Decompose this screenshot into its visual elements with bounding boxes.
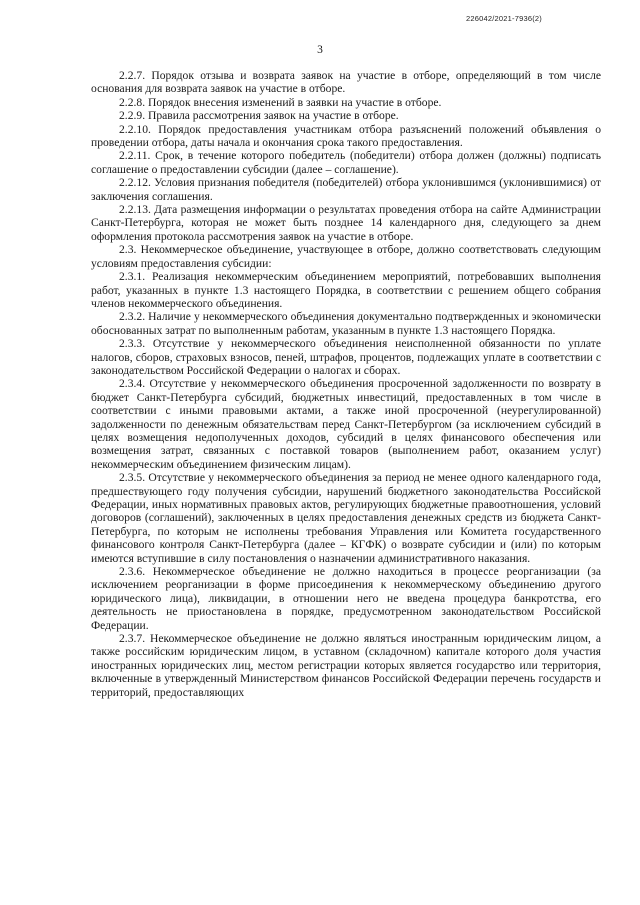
paragraph-2-2-7: 2.2.7. Порядок отзыва и возврата заявок на участие в отборе, определяющий в том числе основания для возврата заявок на участие в отборе.	[91, 69, 601, 96]
document-body	[91, 69, 601, 699]
paragraph-2-3-3: 2.3.3. Отсутствие у некоммерческого объединения неисполненной обязанности по уплате налогов, сборов, страховых взносов, пеней, штрафов, процентов, подлежащих уплате в соответствии с законодательством Российской Федерации о налогах и сборах.	[91, 337, 601, 377]
paragraph-2-3-1: 2.3.1. Реализация некоммерческим объединением мероприятий, потребовавших выполнения работ, указанных в пункте 1.3 настоящего Порядка, в соответствии с решением общего собрания членов некоммерческого объединения.	[91, 270, 601, 310]
paragraph-2-3-2: 2.3.2. Наличие у некоммерческого объединения документально подтвержденных и экономически обоснованных затрат по выполненным работам, указанным в пункте 1.3 настоящего Порядка.	[91, 310, 601, 337]
paragraph-2-2-12: 2.2.12. Условия признания победителя (победителей) отбора уклонившимся (уклонившимися) от заключения соглашения.	[91, 176, 601, 203]
paragraph-2-3-4: 2.3.4. Отсутствие у некоммерческого объединения просроченной задолженности по возврату в бюджет Санкт-Петербурга субсидий, бюджетных инвестиций, предоставленных в том числе в соответствии с иными правовыми актами, а также иной просроченной (неурегулированной) задолженности по денежным обязательствам перед Санкт-Петербургом (за исключением субсидий в целях возмещения недополученных доходов, субсидий в целях финансового обеспечения или возмещения затрат, связанных с поставкой товаров (выполнением работ, оказанием услуг) некоммерческим объединением физическим лицам).	[91, 377, 601, 471]
paragraph-2-3-7: 2.3.7. Некоммерческое объединение не должно являться иностранным юридическим лицом, а также российским юридическим лицом, в уставном (складочном) капитале которого доля участия иностранных юридических лиц, местом регистрации которых является государство или территория, включенные в утвержденный Министерством финансов Российской Федерации перечень государств и территорий, предоставляющих	[91, 632, 601, 699]
paragraph-2-2-11: 2.2.11. Срок, в течение которого победитель (победители) отбора должен (должны) подписать соглашение о предоставлении субсидии (далее – соглашение).	[91, 149, 601, 176]
paragraph-2-2-10: 2.2.10. Порядок предоставления участникам отбора разъяснений положений объявления о проведении отбора, даты начала и окончания срока такого предоставления.	[91, 122, 601, 150]
page-number: 3	[317, 44, 323, 56]
paragraph-2-3-6: 2.3.6. Некоммерческое объединение не должно находиться в процессе реорганизации (за исключением реорганизации в форме присоединения к некоммерческому объединению другого юридического лица), ликвидации, в отношении него не введена процедура банкротства, его деятельность не приостановлена в порядке, предусмотренном законодательством Российской Федерации.	[91, 565, 601, 632]
paragraph-2-2-13: 2.2.13. Дата размещения информации о результатах проведения отбора на сайте Администрации Санкт-Петербурга, которая не может быть позднее 14 календарного дня, следующего за днем оформления протокола рассмотрения заявок на участие в отборе.	[91, 203, 601, 243]
document-registration-number: 226042/2021-7936(2)	[466, 14, 542, 23]
paragraph-2-3: 2.3. Некоммерческое объединение, участвующее в отборе, должно соответствовать следующим условиям предоставления субсидии:	[91, 243, 601, 270]
paragraph-2-2-9: 2.2.9. Правила рассмотрения заявок на участие в отборе.	[119, 109, 399, 123]
paragraph-2-2-8: 2.2.8. Порядок внесения изменений в заявки на участие в отборе.	[119, 95, 442, 109]
paragraph-2-3-5: 2.3.5. Отсутствие у некоммерческого объединения за период не менее одного календарного года, предшествующего году получения субсидии, нарушений бюджетного законодательства Российской Федерации, иных нормативных правовых актов, регулирующих бюджетные правоотношения, условий договоров (соглашений), заключенных в целях предоставления денежных средств из бюджета Санкт-Петербурга, по которым не исполнены требования Управления или Комитета государственного финансового контроля Санкт-Петербурга (далее – КГФК) о возврате субсидии и (или) по которым имеются вступившие в силу постановления о назначении административного наказания.	[91, 471, 601, 565]
